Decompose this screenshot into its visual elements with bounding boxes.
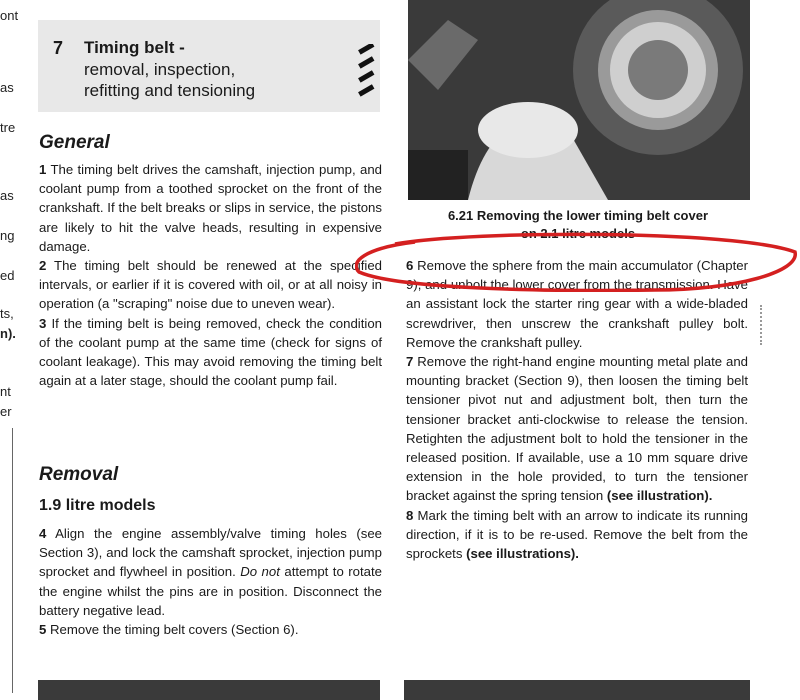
paragraph-number: 6 xyxy=(406,258,414,273)
paragraph-text: Align the engine assembly/valve timing holes (see Section 3), and lock the camshaft sprocket, injection pump sprocket and flywheel in position. xyxy=(39,526,383,580)
emphasis-text: Do not xyxy=(240,564,280,580)
models-subheading: 1.9 litre models xyxy=(39,497,156,514)
paragraph-2 xyxy=(39,256,382,314)
right-column-text xyxy=(406,256,748,563)
left-fragment: nt xyxy=(0,384,11,399)
left-fragment: as xyxy=(0,80,14,95)
paragraph-text: Remove the sphere from the main accumulator (Chapter 9), and unbolt the lower cover from the transmission. Have an assistant lock the starter ring gear with a wide-bladed screwdriver, then unscrew the crankshaft pulley bolt. Remove the crankshaft pulley. xyxy=(406,258,748,350)
annotation-ellipse xyxy=(355,232,800,292)
bottom-photo-left xyxy=(38,680,380,700)
removal-heading: Removal xyxy=(39,464,119,485)
paragraph-number: 8 xyxy=(406,507,414,523)
general-heading: General xyxy=(39,132,110,153)
paragraph-text: The timing belt drives the camshaft, injection pump, and coolant pump from a toothed sprocket on the front of the crankshaft. If the belt breaks or slips in service, the pistons are likely to hit the valve heads, resulting in expensive damage. xyxy=(39,162,382,254)
section-header-box xyxy=(38,20,380,112)
paragraph-number: 5 xyxy=(39,622,47,638)
section-subtitle-line: removal, inspection, xyxy=(84,60,236,79)
paragraph-number: 1 xyxy=(39,162,47,177)
paragraph-number: 7 xyxy=(406,354,414,370)
paragraph-number: 4 xyxy=(39,526,47,541)
removal-text xyxy=(39,524,382,639)
margin-dots xyxy=(760,305,768,345)
left-fragment: ont xyxy=(0,8,19,23)
paragraph-text: Remove the timing belt covers (Section 6). xyxy=(50,622,299,638)
illustration-reference: (see illustrations). xyxy=(466,546,579,562)
caption-line: on 2.1 litre models xyxy=(520,226,636,241)
paragraph-5 xyxy=(39,620,382,639)
left-fragment: tre xyxy=(0,120,16,135)
paragraph-text: Mark the timing belt with an arrow to indicate its running direction, if it is to be re-used. Remove the belt from the sprockets xyxy=(406,507,748,562)
engine-photo-illustration xyxy=(408,0,750,200)
timing-belt-cover-photo xyxy=(408,0,750,200)
section-number: 7 xyxy=(53,38,64,58)
left-fragment: n). xyxy=(0,326,16,341)
left-fragment: er xyxy=(0,404,12,419)
illustration-reference: (see illustration). xyxy=(606,488,713,504)
caption-line: 6.21 Removing the lower timing belt cover xyxy=(447,208,709,223)
paragraph-3 xyxy=(39,314,382,391)
left-fragment: ng xyxy=(0,228,15,243)
tools-rating-icon xyxy=(356,44,376,100)
paragraph-number: 3 xyxy=(39,315,47,331)
section-title: Timing belt - xyxy=(84,38,185,57)
paragraph-8 xyxy=(406,506,748,564)
paragraph-text: If the timing belt is being removed, check the condition of the coolant pump at the same time (check for signs of coolant leakage). This may avoid removing the timing belt again at a later stage, should the coolant pump fail. xyxy=(39,315,382,389)
general-text xyxy=(39,160,382,390)
bottom-photo-right xyxy=(404,680,750,700)
column-divider xyxy=(0,428,13,693)
section-subtitle-line: refitting and tensioning xyxy=(84,81,256,100)
paragraph-1 xyxy=(39,160,382,256)
paragraph-4 xyxy=(39,524,382,620)
paragraph-7 xyxy=(406,352,748,506)
paragraph-text: attempt to rotate the engine whilst the pins are in position. Disconnect the battery negative lead. xyxy=(39,564,382,618)
left-fragment: as xyxy=(0,188,14,203)
paragraph-text: The timing belt should be renewed at the specified intervals, or earlier if it is covered with oil, or at all noisy in operation (a "scraping" noise due to uneven wear). xyxy=(39,258,382,312)
left-fragment: ts, xyxy=(0,306,14,321)
paragraph-text: Remove the right-hand engine mounting metal plate and mounting bracket (Section 9), then loosen the timing belt tensioner pivot nut and adjustment bolt, then turn the tensioner bracket anti-clockwise to release the tension. Retighten the adjustment bolt to hold the tensioner in the released position. If available, use a 10 mm square drive extension in the hole provided, to turn the tensioner bracket against the spring tension xyxy=(406,354,748,504)
paragraph-number: 2 xyxy=(39,258,47,274)
left-fragment: ed xyxy=(0,268,15,283)
